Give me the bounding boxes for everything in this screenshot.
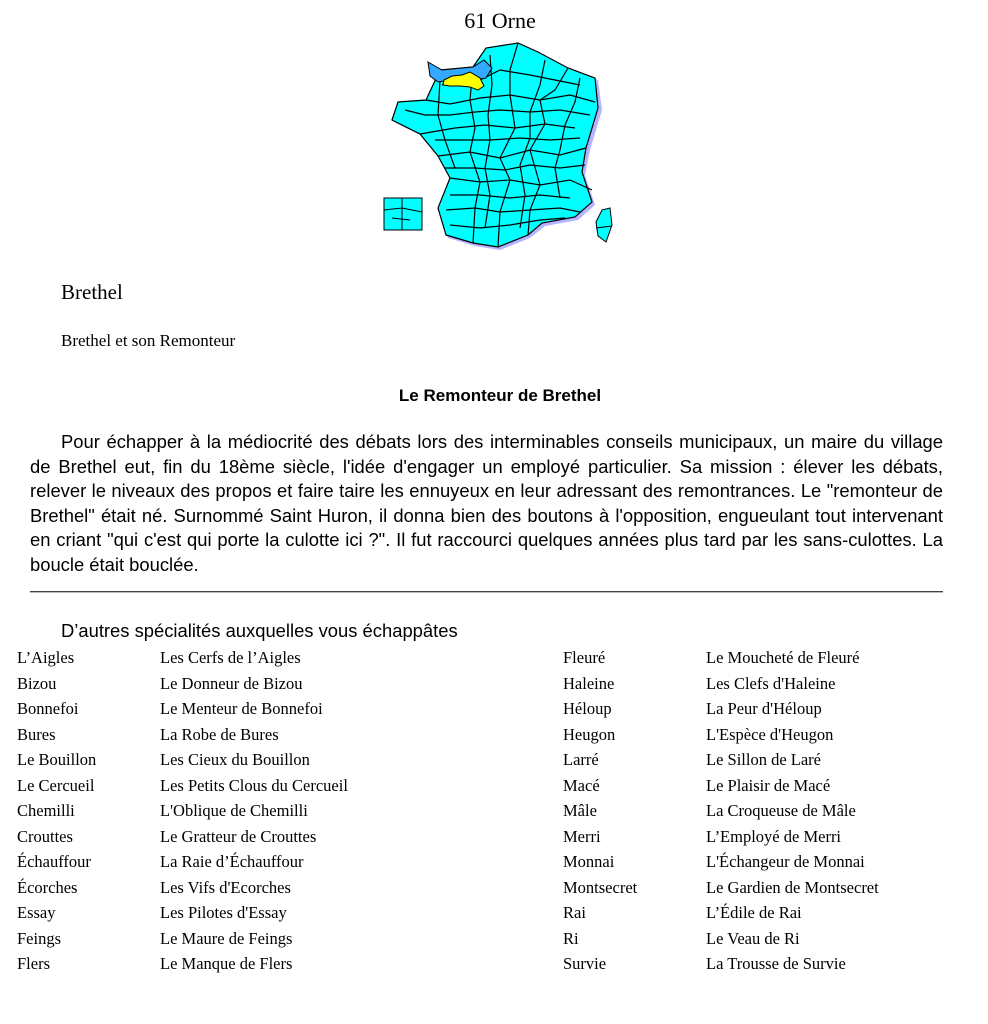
village-name: Bures [17, 724, 56, 744]
village-name: Ri [563, 928, 579, 948]
specialty-name: La Trousse de Survie [706, 954, 846, 973]
specialty-name: Le Menteur de Bonnefoi [160, 699, 323, 718]
village-name: Le Bouillon [17, 750, 97, 769]
story-title: Le Remonteur de Brethel [398, 386, 602, 405]
village-name: Écorches [17, 877, 78, 897]
village-name: Merri [563, 826, 601, 846]
right-specialties-column [706, 645, 879, 977]
specialty-name: L'Échangeur de Monnai [706, 852, 865, 871]
corsica [596, 208, 612, 242]
village-subtitle: Brethel et son Remonteur [61, 331, 236, 350]
village-name: Mâle [563, 801, 597, 820]
village-name: Rai [563, 903, 586, 922]
village-name: Fleuré [563, 648, 606, 667]
specialty-name: Le Donneur de Bizou [160, 673, 303, 693]
village-name: Feings [17, 928, 62, 948]
france-mainland [392, 43, 598, 247]
village-name: Larré [563, 750, 599, 769]
left-specialties-column [160, 645, 348, 977]
specialty-name: La Raie d’Échauffour [160, 852, 304, 871]
village-name: Heugon [563, 724, 616, 744]
department-title: 61 Orne [464, 8, 536, 33]
specialty-name: Les Cieux du Bouillon [160, 750, 310, 769]
specialty-name: Les Cerfs de l’Aigles [160, 648, 301, 667]
village-name: Chemilli [17, 801, 75, 820]
specialty-name: Le Sillon de Laré [706, 750, 822, 769]
overseas-inset [384, 198, 422, 230]
specialty-name: Le Gardien de Montsecret [706, 877, 879, 897]
specialty-name: La Croqueuse de Mâle [706, 801, 856, 820]
specialty-name: Les Petits Clous du Cercueil [160, 775, 348, 795]
village-name: Flers [17, 954, 50, 973]
village-name: Macé [563, 775, 600, 795]
specialty-name: Les Pilotes d'Essay [160, 903, 287, 922]
specialty-name: La Peur d'Héloup [706, 699, 822, 718]
specialty-name: Le Moucheté de Fleuré [706, 648, 860, 667]
specialty-name: Le Gratteur de Crouttes [160, 826, 317, 846]
specialty-name: Le Veau de Ri [706, 928, 800, 948]
village-name: Haleine [563, 673, 615, 693]
village-name: Essay [17, 903, 56, 922]
specialty-name: La Robe de Bures [160, 724, 279, 744]
village-title: Brethel [61, 280, 123, 304]
specialty-name: Le Manque de Flers [160, 954, 293, 973]
specialty-name: Le Maure de Feings [160, 928, 293, 948]
village-name: Monnai [563, 852, 615, 871]
village-name: Bonnefoi [17, 699, 79, 718]
france-map [380, 40, 620, 252]
left-villages-column [17, 645, 96, 977]
village-name: Crouttes [17, 826, 73, 846]
horizontal-divider [30, 591, 943, 593]
village-name: Montsecret [563, 877, 638, 897]
village-name: Héloup [563, 699, 612, 718]
others-heading: D’autres spécialités auxquelles vous échappâtes [61, 620, 458, 641]
specialty-name: L'Espèce d'Heugon [706, 724, 834, 744]
village-name: Survie [563, 954, 607, 973]
specialty-name: Les Vifs d'Ecorches [160, 877, 291, 897]
village-name: Bizou [17, 673, 57, 693]
specialty-name: L’Employé de Merri [706, 826, 842, 846]
right-villages-column [563, 645, 637, 977]
story-body: Pour échapper à la médiocrité des débats lors des interminables conseils municipaux, un maire du village de Brethel eut, fin du 18ème siècle, l'idée d'engager un employé particulier. Sa mission : élever les débats, relever le niveaux des propos et faire taire les ennuyeux en leur adressant des remontrances. Le "remonteur de Brethel" était né. Surnommé Saint Huron, il donna bien des boutons à l'opposition, engueulant tout intervenant en criant "qui c'est qui porte la culotte ici ?". Il fut raccourci quelques années plus tard par les sans-culottes. La boucle était bouclée. [30, 431, 943, 575]
specialty-name: Les Clefs d'Haleine [706, 673, 836, 693]
village-name: L’Aigles [17, 648, 75, 667]
specialty-name: L’Édile de Rai [706, 903, 802, 922]
specialty-name: Le Plaisir de Macé [706, 775, 831, 795]
village-name: Le Cercueil [17, 775, 95, 795]
village-name: Échauffour [17, 852, 91, 871]
specialty-name: L'Oblique de Chemilli [160, 801, 308, 820]
